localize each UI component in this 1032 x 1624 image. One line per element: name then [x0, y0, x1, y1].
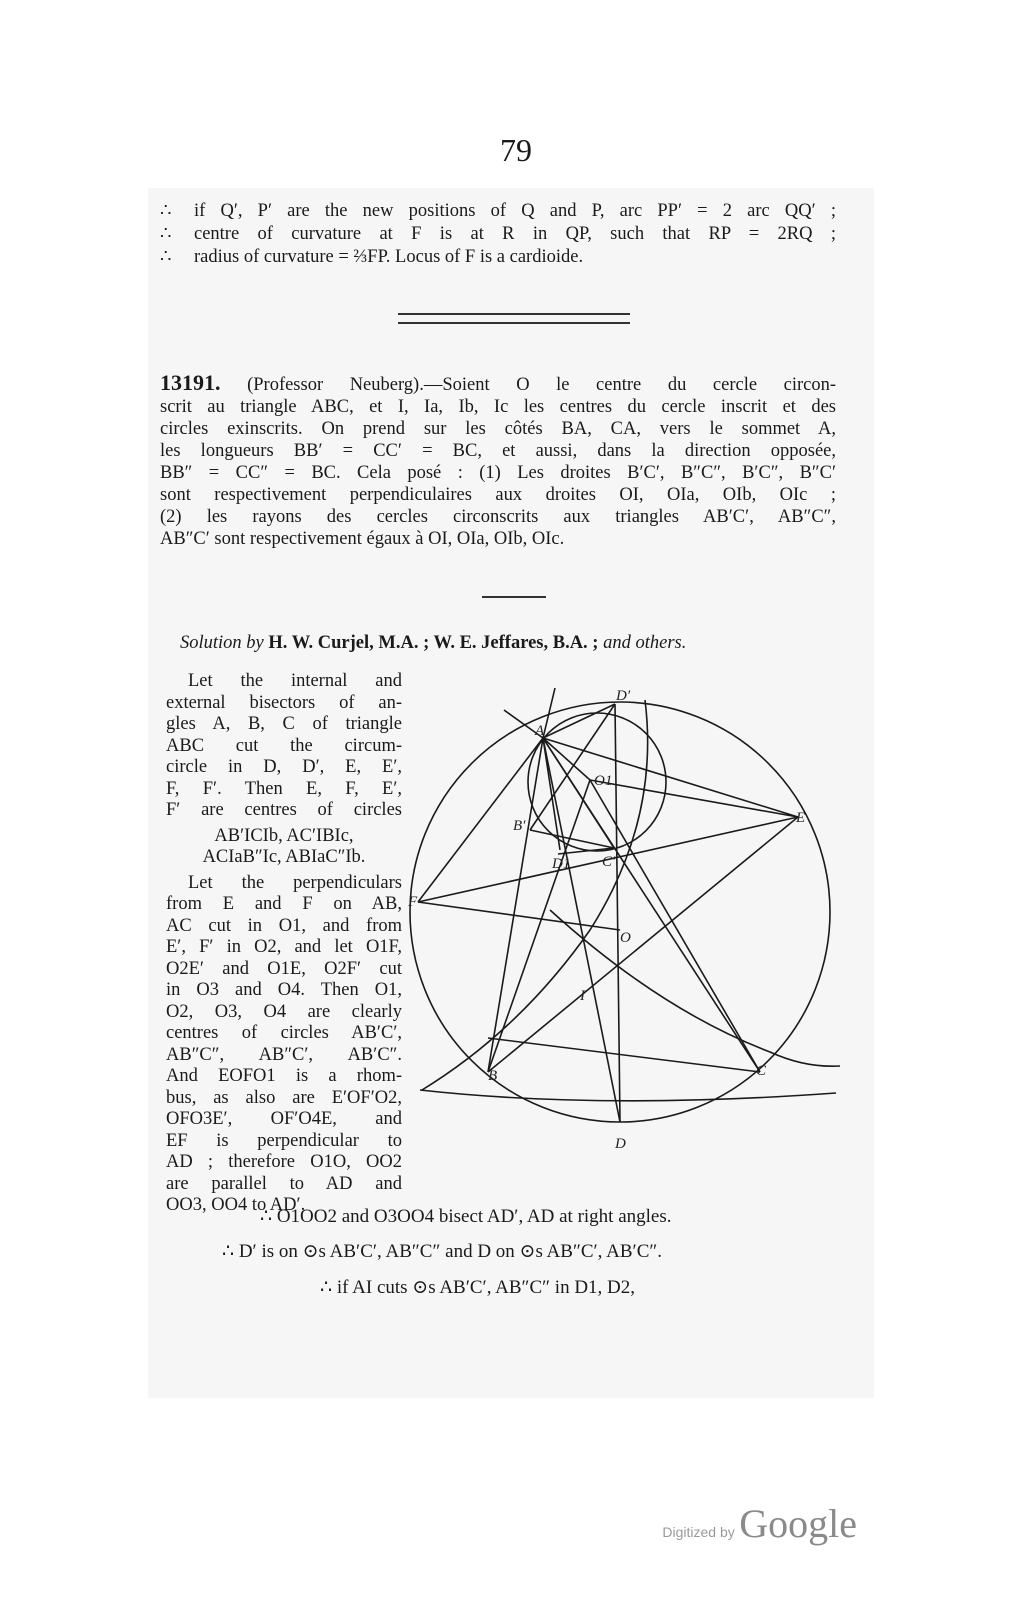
problem-line-7: (2) les rayons des cercles circonscrits aux triangles AB′C′, AB″C″,	[160, 507, 836, 527]
label-b: B	[488, 1068, 498, 1084]
label-d: D	[615, 1136, 626, 1152]
label-o1: O1	[594, 773, 613, 789]
col-line: O2E′ and O1E, O2F′ cut	[166, 958, 402, 979]
problem-line-1: 13191. (Professor Neuberg).—Soient O le centre du cercle circon-	[160, 370, 837, 395]
col-line: circle in D, D′, E, E′,	[166, 757, 402, 777]
conclusion-3: ∴ if AI cuts ⊙s AB′C′, AB″C″ in D1, D2,	[320, 1277, 636, 1298]
problem-statement	[160, 372, 836, 550]
line-d-prime-d	[615, 704, 620, 1122]
solution-by: by	[246, 633, 264, 653]
solution-label: Solution	[180, 633, 242, 653]
col-line: centres of circles AB′C′,	[166, 1023, 402, 1043]
top-line-1: ∴ if Q′, P′ are the new positions of Q and P, arc PP′ = 2 arc QQ′ ;	[160, 200, 836, 221]
col-line: AD ; therefore O1O, OO2	[166, 1152, 402, 1172]
col-line: O2, O3, O4 are clearly	[166, 1001, 402, 1022]
conclusion-2: ∴ D′ is on ⊙s AB′C′, AB″C″ and D on ⊙s AB″C′, AB′C″.	[222, 1241, 663, 1262]
label-c-prime: C′	[602, 854, 616, 870]
problem-line-6: sont respectivement perpendiculaires aux droites OI, OIa, OIb, OIc ;	[160, 485, 836, 505]
line-be	[488, 817, 798, 1072]
col-line: E′, F′ in O2, and let O1F,	[166, 937, 402, 957]
label-f: F	[408, 894, 418, 910]
col-line: EF is perpendicular to	[166, 1130, 402, 1151]
side-bc	[488, 1038, 760, 1072]
solution-others: and others.	[603, 633, 687, 653]
label-a: A	[535, 723, 545, 739]
label-b-prime: B′	[513, 818, 526, 834]
col-line: are parallel to AD and	[166, 1173, 402, 1194]
arc-through-b	[422, 700, 648, 1090]
bisector-ad	[543, 738, 620, 1122]
line-o1-b	[488, 780, 590, 1072]
problem-line-5: BB″ = CC″ = BC. Cela posé : (1) Les droites B′C′, B″C″, B′C″, B″C′	[160, 463, 836, 483]
label-d-prime: D′	[616, 688, 631, 704]
problem-line-4: les longueurs BB′ = CC′ = BC, et aussi, dans la direction opposée,	[160, 441, 836, 461]
top-line-2: ∴ centre of curvature at F is at R in QP, such that RP = 2RQ ;	[160, 223, 836, 244]
label-o: O	[620, 930, 631, 946]
top-line-3: ∴ radius of curvature = ⅔FP. Locus of F is a cardioide.	[160, 246, 584, 267]
problem-line-2: scrit au triangle ABC, et I, Ia, Ib, Ic les centres du cercle inscrit et des	[160, 397, 836, 417]
solution-column	[166, 671, 402, 1217]
solution-authors: H. W. Curjel, M.A. ; W. E. Jeffares, B.A. ;	[268, 633, 599, 653]
col-line: AC cut in O1, and from	[166, 915, 402, 936]
label-d1: D1	[552, 856, 571, 872]
problem-line-3: circles exinscrits. On prend sur les côtés BA, CA, vers le sommet A,	[160, 419, 836, 439]
col-line: gles A, B, C of triangle	[166, 714, 402, 734]
col-line: bus, as also are E′OF′O2,	[166, 1087, 402, 1108]
lower-arc	[420, 1090, 836, 1101]
col-line: from E and F on AB,	[166, 894, 402, 914]
line-fo	[418, 902, 620, 930]
col-line: F′ are centres of circles	[166, 800, 402, 820]
page-number: 79	[500, 132, 532, 168]
col-line: OFO3E′, OF′O4E, and	[166, 1109, 402, 1129]
col-line: Let the perpendiculars	[188, 872, 402, 893]
col-line: F, F′. Then E, F, E′,	[166, 778, 402, 799]
double-rule	[398, 313, 630, 324]
col-line: AB′ICIb, AC′IBIc,	[214, 825, 354, 846]
col-line: OO3, OO4 to AD′.	[166, 1195, 306, 1215]
problem-line-8: AB″C′ sont respectivement égaux à OI, OIa, OIb, OIc.	[160, 529, 565, 549]
single-rule	[482, 596, 546, 598]
col-line: ABC cut the circum-	[166, 735, 402, 756]
col-line: And EOFO1 is a rhom-	[166, 1066, 402, 1086]
col-line: ACIaB″Ic, ABIaC″Ib.	[202, 847, 366, 867]
side-ab	[488, 738, 543, 1072]
solution-attribution	[180, 633, 686, 654]
col-line: external bisectors of an-	[166, 692, 402, 713]
label-i: I	[580, 988, 585, 1004]
problem-number: 13191.	[160, 370, 221, 395]
conclusion-1: ∴ O1OO2 and O3OO4 bisect AD′, AD at right angles.	[260, 1206, 672, 1227]
line-o1-c	[590, 780, 760, 1072]
label-e: E	[796, 810, 806, 826]
label-c: C	[756, 1063, 767, 1079]
geometry-figure	[400, 680, 870, 1200]
col-line: in O3 and O4. Then O1,	[166, 980, 402, 1000]
col-line: Let the internal and	[188, 671, 402, 691]
col-line: AB″C″, AB″C′, AB′C″.	[166, 1044, 402, 1065]
top-block	[160, 199, 836, 268]
digitized-watermark: Digitized by Google	[662, 1501, 857, 1546]
